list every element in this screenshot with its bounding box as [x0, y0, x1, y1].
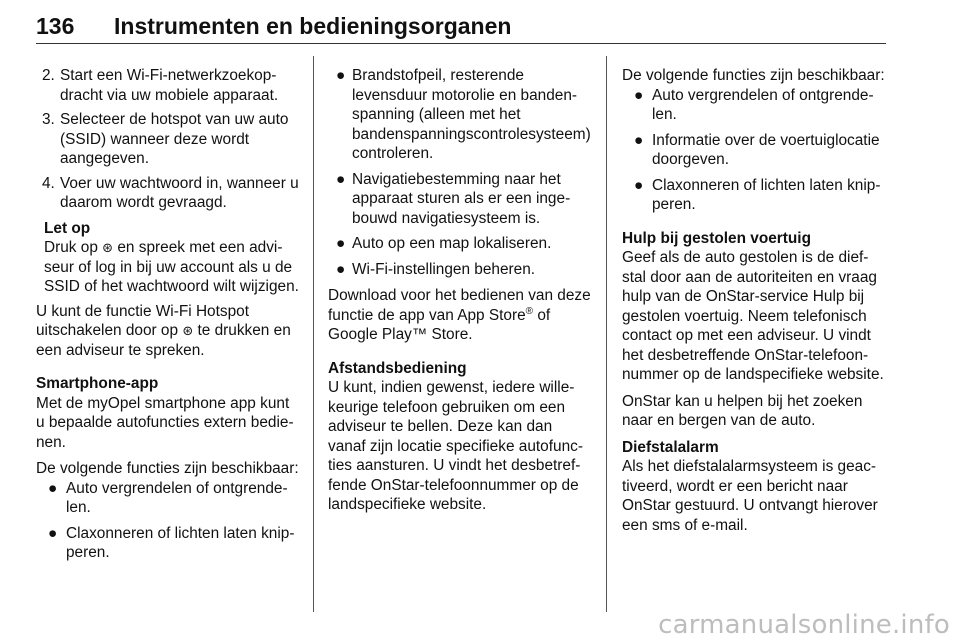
list-item: 4. Voer uw wachtwoord in, wanneer u daarom wordt gevraagd. — [42, 174, 299, 211]
section-heading: Smartphone-app — [36, 375, 159, 392]
bullet-icon: ● — [48, 524, 58, 542]
paragraph: OnStar kan u helpen bij het zoeken naar en bergen van de auto. — [622, 392, 863, 429]
column-3 — [622, 66, 886, 542]
paragraph: De volgende functies zijn beschikbaar: — [36, 460, 299, 477]
page-header — [36, 4, 886, 44]
bullet-icon: ● — [336, 67, 346, 84]
bullet-list — [622, 86, 886, 215]
list-item: ● Auto op een map lokaliseren. — [328, 234, 592, 254]
column-1 — [36, 66, 300, 570]
bullet-list — [328, 66, 592, 279]
column-2 — [328, 66, 592, 522]
list-item: ● Navigatiebestemming naar het apparaat sturen als er een ingebouwd navigatiesysteem is. — [328, 170, 592, 229]
note-text: Druk op ⊛ en spreek met een adviseur of log in bij uw account als u de SSID of het wachtwoord wilt wijzigen. — [44, 239, 299, 295]
bullet-icon: ● — [336, 170, 346, 188]
column-divider — [313, 56, 314, 612]
bullet-icon: ● — [634, 131, 644, 149]
page-title: Instrumenten en bedieningsorganen — [114, 13, 512, 39]
bullet-icon: ● — [48, 479, 58, 497]
list-item: ● Auto vergrendelen of ontgrendelen. — [622, 86, 886, 125]
paragraph: Als het diefstalalarmsysteem is geactiveerd, wordt er een bericht naar OnStar gestuurd. U ontvangt hierover een sms of e-mail. — [622, 458, 878, 534]
bullet-icon: ● — [634, 176, 644, 194]
list-item: 3. Selecteer de hotspot van uw auto (SSID) wanneer deze wordt aangegeven. — [42, 111, 289, 167]
section-heading: Diefstalalarm — [622, 438, 719, 456]
page-number: 136 — [36, 13, 75, 39]
list-item: ● Auto vergrendelen of ontgrendelen. — [36, 479, 300, 518]
hotspot-paragraph: U kunt de functie Wi-Fi Hotspot uitschakelen door op ⊛ te drukken en een adviseur te spreken. — [36, 302, 291, 359]
section-heading: Afstandsbediening — [328, 359, 467, 377]
bullet-icon: ● — [634, 86, 644, 104]
section-heading: Hulp bij gestolen voertuig — [622, 229, 811, 247]
bullet-icon: ● — [336, 235, 346, 252]
paragraph: U kunt, indien gewenst, iedere willekeurige telefoon gebruiken om een adviseur te bellen. Deze kan dan vanaf zijn locatie specifieke autofuncties aansturen. U vindt het desbetreffende OnStar-telefoonnummer op de landspecifieke website. — [328, 379, 583, 513]
download-paragraph: Download voor het bedienen van deze functie de app van App Store® of Google Play™ Store. — [328, 287, 591, 343]
note-box — [36, 219, 300, 297]
list-item: 2. Start een Wi-Fi-netwerkzoekopdracht via uw mobiele apparaat. — [42, 67, 279, 104]
onstar-voice-icon: ⊛ — [182, 323, 194, 338]
column-divider — [606, 56, 607, 612]
list-item: ● Brandstofpeil, resterende levensduur motorolie en bandenspanning (alleen met het bandenspanningscontrolesysteem) controleren. — [328, 66, 592, 164]
list-item: ● Informatie over de voertuiglocatie doorgeven. — [622, 131, 886, 170]
watermark-text: carmanualsonline.info — [658, 610, 950, 640]
paragraph: Met de myOpel smartphone app kunt u bepaalde autofuncties extern bedienen. — [36, 394, 294, 451]
list-item: ● Wi-Fi-instellingen beheren. — [328, 260, 592, 280]
steps-list — [36, 66, 300, 213]
list-item: ● Claxonneren of lichten laten knipperen. — [36, 524, 300, 563]
onstar-voice-icon: ⊛ — [102, 240, 114, 255]
bullet-list — [36, 479, 300, 563]
paragraph: De volgende functies zijn beschikbaar: — [622, 67, 885, 84]
paragraph: Geef als de auto gestolen is de diefstal door aan de autoriteiten en vraag hulp van de OnStar-service Hulp bij gestolen voertuig. Neem telefonisch contact op met een adviseur. U vindt het desbetreffende OnStar-telefoonnummer op de landspecifieke website. — [622, 249, 884, 383]
note-title: Let op — [44, 219, 91, 237]
bullet-icon: ● — [336, 260, 346, 278]
list-item: ● Claxonneren of lichten laten knipperen. — [622, 176, 886, 215]
